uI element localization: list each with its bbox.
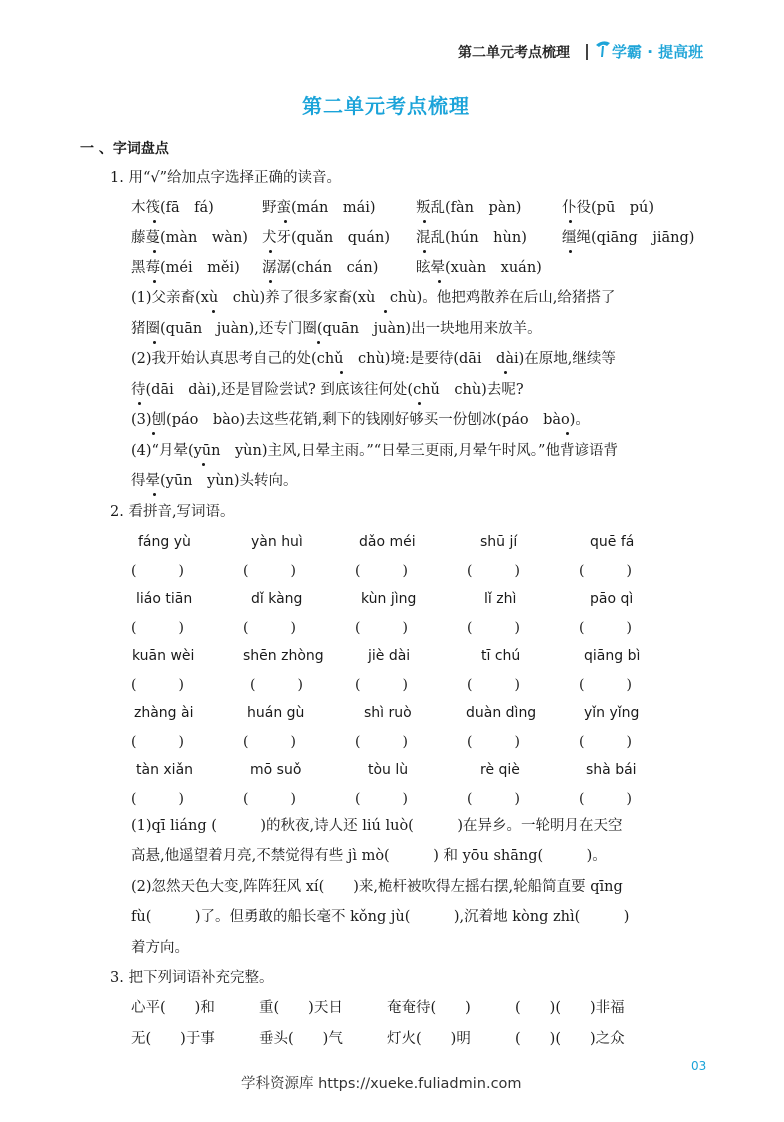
header-divider [586, 44, 588, 60]
emphasis-dot [202, 463, 205, 466]
q3-idiom: 重( )天日 [259, 1000, 343, 1016]
q1-word: 混乱(hún hùn) [416, 230, 527, 246]
emphasis-dot [269, 280, 272, 283]
answer-blank[interactable]: ( ) [579, 677, 632, 693]
emphasis-dot [153, 250, 156, 253]
pinyin-item: pāo qì [590, 591, 634, 607]
pinyin-item: quē fá [590, 534, 635, 550]
emphasis-dot [340, 371, 343, 374]
answer-blank[interactable]: ( ) [355, 791, 408, 807]
answer-blank[interactable]: ( ) [467, 677, 520, 693]
answer-blank[interactable]: ( ) [250, 677, 303, 693]
q3-idiom: 奄奄待( ) [387, 1000, 471, 1016]
emphasis-dot [418, 402, 421, 405]
emphasis-dot [566, 432, 569, 435]
q1-paragraph: 猪圈(quān juàn),还专门圈(quān juàn)出一块地用来放羊。 [131, 321, 542, 337]
emphasis-dot [384, 310, 387, 313]
pinyin-item: shì ruò [364, 705, 412, 721]
q3-idiom: 无( )于事 [131, 1031, 215, 1047]
q2-paragraph: fù( )了。但勇敢的船长毫不 kǒng jù( ),沉着地 kòng zhì( ) [131, 909, 630, 925]
pinyin-item: shēn zhòng [243, 648, 324, 664]
q2-paragraph: 着方向。 [131, 940, 189, 956]
pinyin-item: jiè dài [368, 648, 411, 664]
brand-name: 学霸 · 提高班 [612, 43, 704, 61]
q1-paragraph: (2)我开始认真思考自己的处(chǔ chù)境:是要待(dāi dài)在原地,继续等 [131, 351, 616, 367]
q1-word: 潺潺(chán cán) [262, 260, 379, 276]
q1-word: 缰绳(qiāng jiāng) [562, 230, 695, 246]
pinyin-item: zhàng ài [134, 705, 194, 721]
pinyin-item: tàn xiǎn [136, 762, 194, 778]
emphasis-dot [438, 280, 441, 283]
q2-paragraph: (2)忽然天色大变,阵阵狂风 xí( )来,桅杆被吹得左摇右摆,轮船简直要 qīng [131, 879, 623, 895]
answer-blank[interactable]: ( ) [243, 563, 296, 579]
pinyin-item: shū jí [480, 534, 518, 550]
answer-blank[interactable]: ( ) [355, 620, 408, 636]
emphasis-dot [284, 220, 287, 223]
pinyin-item: fáng yù [138, 534, 191, 550]
q3-idiom: 灯火( )明 [387, 1031, 471, 1047]
q3-idiom: ( )( )非福 [515, 1000, 625, 1016]
emphasis-dot [138, 402, 141, 405]
answer-blank[interactable]: ( ) [467, 791, 520, 807]
q2-paragraph: (1)qī liáng ( )的秋夜,诗人还 liú luò( )在异乡。一轮明月在天空 [131, 818, 623, 834]
brand-logo-icon [594, 37, 612, 63]
emphasis-dot [423, 250, 426, 253]
q3-idiom: ( )( )之众 [515, 1031, 625, 1047]
answer-blank[interactable]: ( ) [579, 734, 632, 750]
emphasis-dot [569, 220, 572, 223]
q1-instruction: 1. 用“√”给加点字选择正确的读音。 [110, 170, 342, 186]
emphasis-dot [153, 341, 156, 344]
answer-blank[interactable]: ( ) [243, 791, 296, 807]
emphasis-dot [317, 341, 320, 344]
section-heading: 一 、字词盘点 [80, 141, 169, 157]
emphasis-dot [569, 250, 572, 253]
q1-word: 犬牙(quǎn quán) [262, 230, 391, 246]
q1-word: 藤蔓(màn wàn) [131, 230, 248, 246]
pinyin-item: mō suǒ [250, 762, 302, 778]
answer-blank[interactable]: ( ) [467, 563, 520, 579]
emphasis-dot [153, 220, 156, 223]
emphasis-dot [212, 310, 215, 313]
footer-watermark: 学科资源库 https://xueke.fuliadmin.com [241, 1076, 522, 1092]
q1-word: 黑莓(méi měi) [131, 260, 240, 276]
pinyin-item: liáo tiān [136, 591, 193, 607]
answer-blank[interactable]: ( ) [579, 791, 632, 807]
pinyin-item: huán gù [247, 705, 305, 721]
pinyin-item: kùn jìng [361, 591, 417, 607]
emphasis-dot [153, 493, 156, 496]
header-section-title: 第二单元考点梳理 [458, 45, 570, 61]
q1-word: 野蛮(mán mái) [262, 200, 376, 216]
pinyin-item: qiāng bì [584, 648, 641, 664]
q1-word: 仆役(pū pú) [562, 200, 655, 216]
answer-blank[interactable]: ( ) [131, 734, 184, 750]
page-title: 第二单元考点梳理 [302, 94, 470, 118]
q1-paragraph: 得晕(yūn yùn)头转向。 [131, 473, 298, 489]
q1-paragraph: (3)刨(páo bào)去这些花销,剩下的钱刚好够买一份刨冰(páo bào)。 [131, 412, 590, 428]
answer-blank[interactable]: ( ) [355, 734, 408, 750]
q2-instruction: 2. 看拼音,写词语。 [110, 504, 235, 520]
page-number: 03 [691, 1059, 707, 1073]
answer-blank[interactable]: ( ) [131, 563, 184, 579]
q3-idiom: 心平( )和 [131, 1000, 215, 1016]
answer-blank[interactable]: ( ) [131, 620, 184, 636]
pinyin-item: yàn huì [251, 534, 303, 550]
q1-word: 眩晕(xuàn xuán) [416, 260, 542, 276]
answer-blank[interactable]: ( ) [355, 563, 408, 579]
q1-paragraph: (4)“月晕(yūn yùn)主风,日晕主雨。”“日晕三更雨,月晕午时风。”他背谚语背 [131, 443, 618, 459]
emphasis-dot [504, 371, 507, 374]
emphasis-dot [153, 280, 156, 283]
q1-paragraph: 待(dāi dài),还是冒险尝试? 到底该往何处(chǔ chù)去呢? [131, 382, 524, 398]
q3-instruction: 3. 把下列词语补充完整。 [110, 970, 274, 986]
q1-paragraph: (1)父亲畜(xù chù)养了很多家畜(xù chù)。他把鸡散养在后山,给猪搭了 [131, 290, 616, 306]
answer-blank[interactable]: ( ) [243, 620, 296, 636]
pinyin-item: tī chú [481, 648, 521, 664]
answer-blank[interactable]: ( ) [467, 734, 520, 750]
answer-blank[interactable]: ( ) [467, 620, 520, 636]
pinyin-item: rè qiè [480, 762, 520, 778]
q1-word: 叛乱(fàn pàn) [416, 200, 522, 216]
answer-blank[interactable]: ( ) [131, 791, 184, 807]
pinyin-item: yǐn yǐng [584, 705, 640, 721]
answer-blank[interactable]: ( ) [579, 563, 632, 579]
q2-paragraph: 高悬,他遥望着月亮,不禁觉得有些 jì mò( ) 和 yōu shāng( )。 [131, 848, 607, 864]
answer-blank[interactable]: ( ) [579, 620, 632, 636]
answer-blank[interactable]: ( ) [243, 734, 296, 750]
pinyin-item: dǎo méi [359, 534, 416, 550]
pinyin-item: lǐ zhì [484, 591, 517, 607]
pinyin-item: duàn dìng [466, 705, 537, 721]
emphasis-dot [152, 432, 155, 435]
emphasis-dot [423, 220, 426, 223]
answer-blank[interactable]: ( ) [131, 677, 184, 693]
pinyin-item: kuān wèi [132, 648, 195, 664]
emphasis-dot [269, 250, 272, 253]
pinyin-item: tòu lù [368, 762, 409, 778]
answer-blank[interactable]: ( ) [355, 677, 408, 693]
q3-idiom: 垂头( )气 [259, 1031, 343, 1047]
pinyin-item: dǐ kàng [251, 591, 303, 607]
q1-word: 木筏(fā fá) [131, 200, 214, 216]
pinyin-item: shà bái [586, 762, 637, 778]
